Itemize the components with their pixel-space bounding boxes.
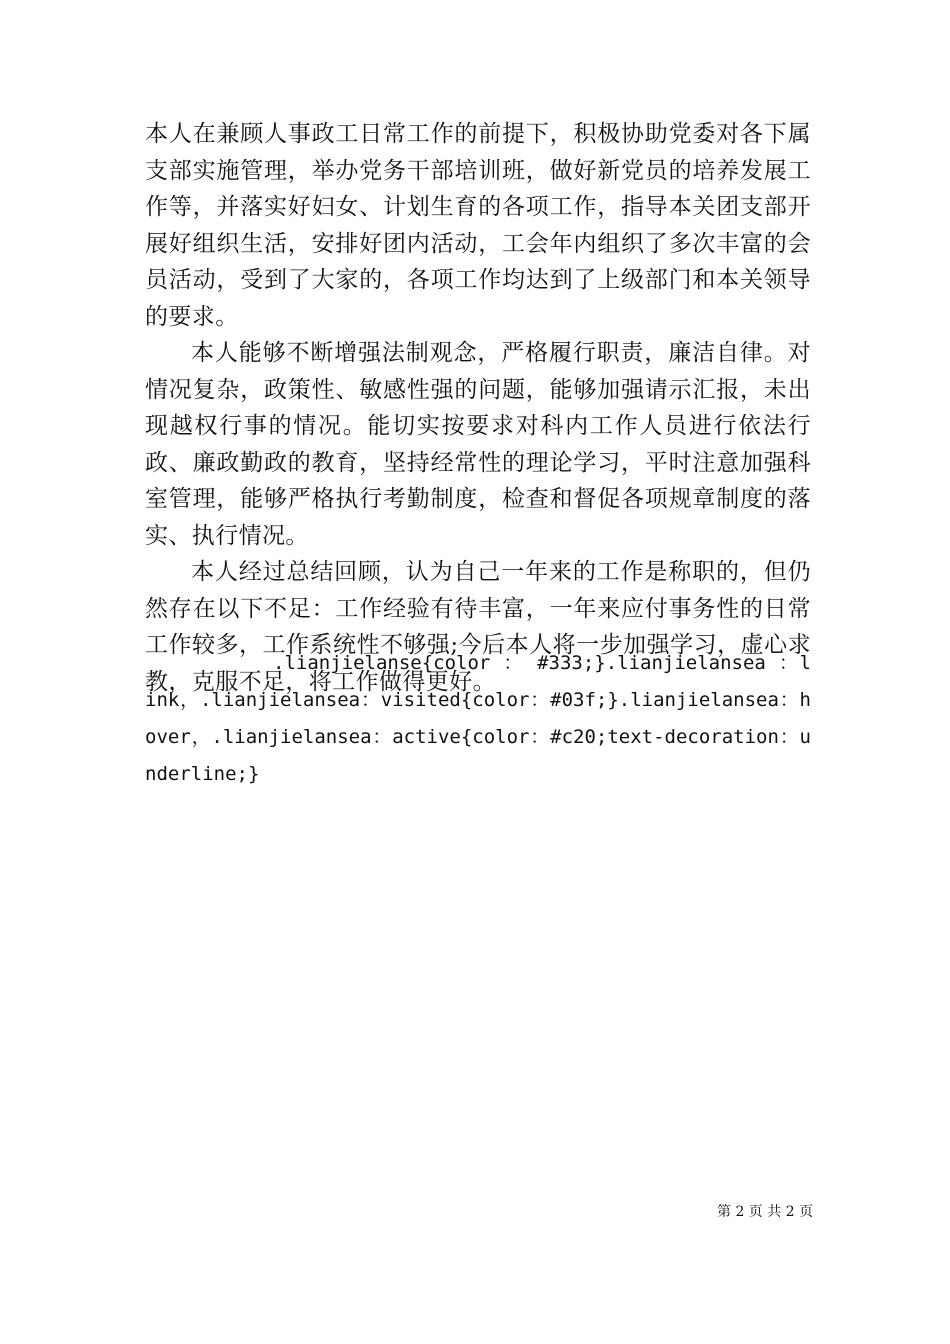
page-number-footer: 第 2 页 共 2 页 [717, 1204, 814, 1220]
paragraph-3: 本人经过总结回顾，认为自己一年来的工作是称职的，但仍然存在以下不足：工作经验有待丰富，一年来应付事务性的日常工作较多，工作系统性不够强;今后本人将一步加强学习，虚心求教，克服不足，将工作做得更好。 [145, 559, 811, 695]
paragraph-1: 本人在兼顾人事政工日常工作的前提下，积极协助党委对各下属支部实施管理，举办党务干部培训班，做好新党员的培养发展工作等，并落实好妇女、计划生育的各项工作，指导本关团支部开展好组织生活，安排好团内活动，工会年内组织了多次丰富的会员活动，受到了大家的，各项工作均达到了上级部门和本关领导的要求。 [145, 121, 811, 330]
paragraph-2: 本人能够不断增强法制观念，严格履行职责，廉洁自律。对情况复杂，政策性、敏感性强的问题，能够加强请示汇报，未出现越权行事的情况。能切实按要求对科内工作人员进行依法行政、廉政勤政的教育，坚持经常性的理论学习，平时注意加强科室管理，能够严格执行考勤制度，检查和督促各项规章制度的落实、执行情况。 [145, 340, 811, 549]
css-code-text: .lianjielanse{color ： #333;}.lianjielansea ：link，.lianjielansea：visited{color：#03f;}.lianjielansea：hover，.lianjielansea：active{color：#c20;text-decoration：underline;} [145, 652, 811, 785]
css-code-block [145, 645, 811, 793]
document-body [145, 116, 811, 700]
